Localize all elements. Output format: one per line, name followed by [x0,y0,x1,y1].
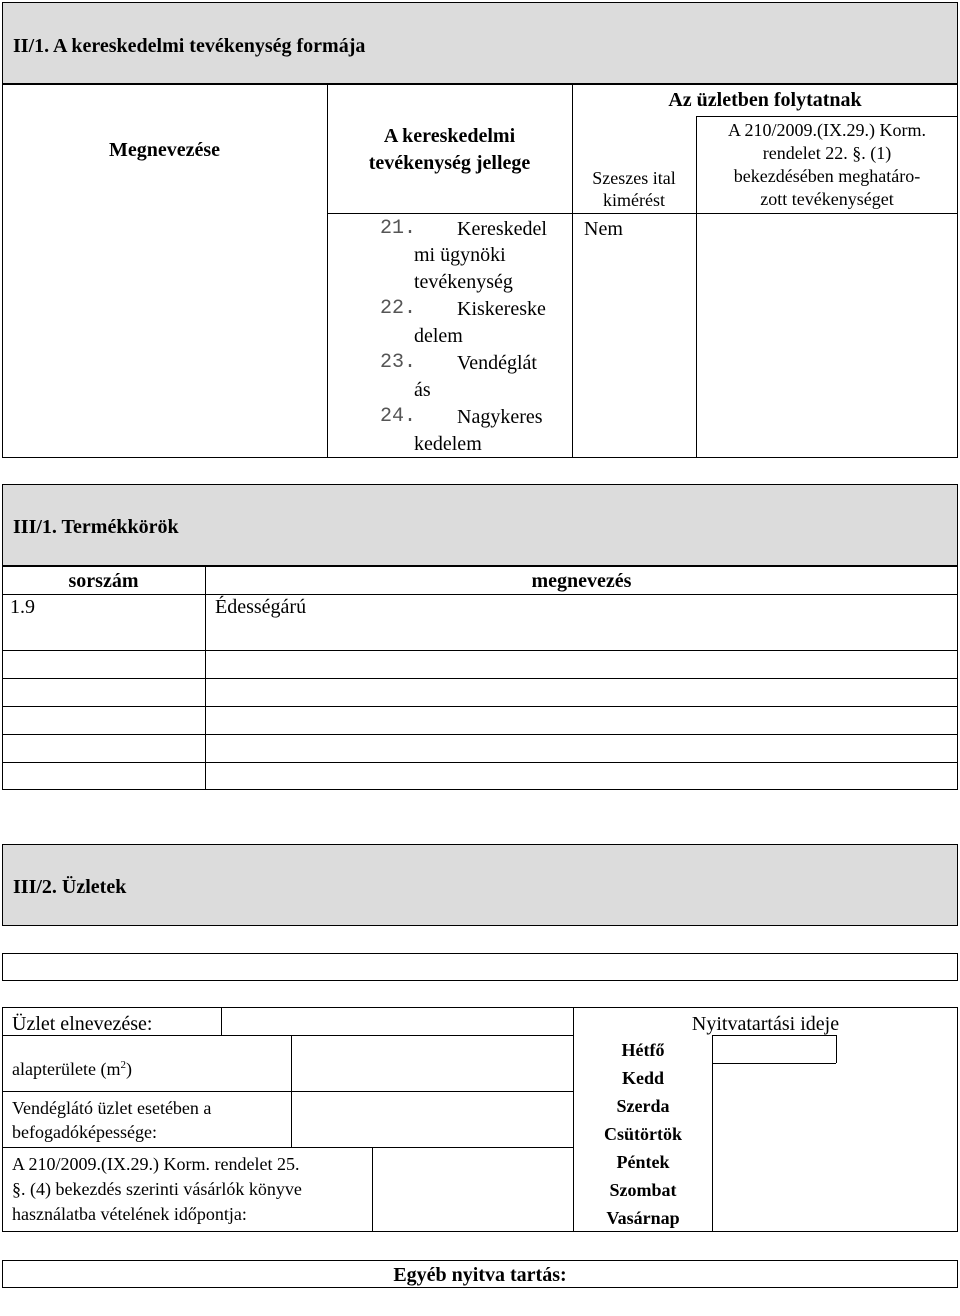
col-header-decree-line4: zott tevékenységet [760,189,894,209]
product-row-name: Édességárú [215,596,307,618]
section-title: III/2. Üzletek [13,876,127,898]
activity-number: 21. [380,217,417,240]
area-field[interactable] [292,1036,572,1091]
activity-label: Kiskereske [457,298,546,320]
section-title: III/1. Termékkörök [13,516,179,538]
shop-address-field[interactable] [2,953,958,981]
day-label: Hétfő [621,1040,665,1060]
activity-label: kedelem [414,433,482,455]
section-header-activity-form [2,2,958,84]
complaint-book-label-line2: §. (4) bekezdés szerinti vásárlók könyve [12,1179,302,1199]
activity-label: Kereskedel [457,218,547,240]
activity-number: 22. [380,297,417,320]
col-header-name: Megnevezése [108,139,221,161]
activity-label: tevékenység [414,271,513,293]
opening-hours-title: Nyitvatartási ideje [691,1013,840,1035]
product-row-number: 1.9 [10,596,35,618]
capacity-field[interactable] [292,1092,572,1147]
area-unit-superscript: 2 [120,1059,126,1071]
alcohol-value: Nem [584,218,623,240]
day-label: Vasárnap [606,1208,680,1228]
activity-number: 24. [380,405,417,428]
activity-label: mi ügynöki [414,244,506,266]
activity-label: delem [414,325,463,347]
col-header-alcohol-line1: Szeszes ital [592,168,676,188]
other-hours-label: Egyéb nyitva tartás: [393,1264,567,1286]
col-header-group: Az üzletben folytatnak [668,89,862,111]
complaint-book-label-line1: A 210/2009.(IX.29.) Korm. rendelet 25. [12,1154,300,1174]
activity-label: Nagykeres [457,406,543,428]
monday-hours-field[interactable] [713,1036,836,1063]
shop-name-field[interactable] [222,1008,572,1035]
activity-label: ás [414,379,431,401]
capacity-label-line2: befogadóképessége: [12,1122,157,1142]
day-label: Szombat [609,1180,677,1200]
col-header-type-line2: tevékenység jellege [368,152,531,174]
col-header-decree-line2: rendelet 22. §. (1) [762,143,892,163]
day-label: Csütörtök [603,1124,682,1144]
activity-number: 23. [380,351,417,374]
col-header-product-name: megnevezés [531,570,632,592]
capacity-label-line1: Vendéglátó üzlet esetében a [12,1098,212,1118]
col-header-type-line1: A kereskedelmi [383,125,516,147]
day-label: Péntek [616,1152,670,1172]
col-header-alcohol-line2: kimérést [603,190,665,210]
day-label: Szerda [616,1096,670,1116]
complaint-book-label-line3: használatba vételének időpontja: [12,1204,247,1224]
complaint-book-date-field[interactable] [373,1148,572,1231]
activity-label: Vendéglát [457,352,537,374]
col-header-decree-line3: bekezdésében meghatáro- [733,166,921,186]
section-title: II/1. A kereskedelmi tevékenység formája [13,35,366,57]
area-label: alapterülete $(m^2)$ [12,1059,132,1079]
col-header-sequence: sorszám [68,570,139,592]
day-label: Kedd [621,1068,664,1088]
col-header-decree-line1: A 210/2009.(IX.29.) Korm. [728,120,926,140]
section-header-product-groups [2,484,958,566]
section-header-shops [2,844,958,926]
shop-name-label: Üzlet elnevezése: [12,1013,153,1035]
